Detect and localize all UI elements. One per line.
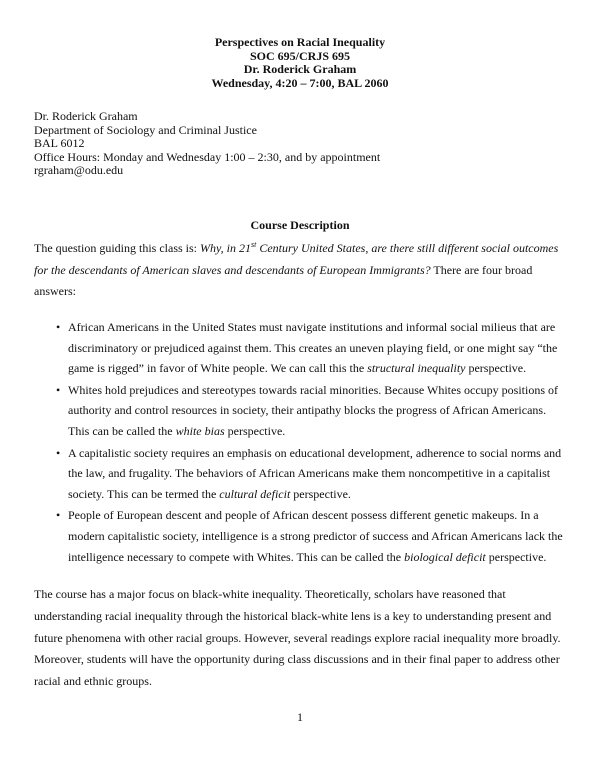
header-instructor: Dr. Roderick Graham <box>243 62 357 76</box>
bullet-icon: • <box>56 445 61 460</box>
bullet-icon: • <box>56 382 61 397</box>
perspective-term: structural inequality <box>367 361 466 376</box>
list-item: • A capitalistic society requires an emphasis on educational development, adherence to social norms and the law, and frugality. The behaviors of African Americans make them noncompetitive in a capitalist society. This can be termed the cultural deficit perspective. <box>34 443 570 505</box>
intro-lead: The question guiding this class is: <box>34 241 200 255</box>
intro-tail: There are four broad answers: <box>34 262 533 298</box>
list-item: • African Americans in the United States must navigate institutions and informal social milieus that are discriminatory or prejudiced against them. This creates an uneven playing field, or one might say “the game is rigged” in favor of White people. We can call this the structural inequality perspective. <box>34 317 570 379</box>
contact-office-hours: Office Hours: Monday and Wednesday 1:00 – 2:30, and by appointment <box>34 149 381 164</box>
contact-email: rgraham@odu.edu <box>34 163 124 178</box>
contact-department: Department of Sociology and Criminal Justice <box>34 122 257 137</box>
guiding-question: Why, in 21st Century United States, are there still different social outcomes for the descendants of American slaves and descendants of European Immigrants? <box>34 240 559 277</box>
perspective-term: cultural deficit <box>219 486 291 501</box>
closing-paragraph: The course has a major focus on black-white inequality. Theoretically, scholars have reasoned that understanding racial inequality through the historical black-white lens is a key to understanding present and future phenomena with other racial groups. However, several readings explore racial inequality more broadly. Moreover, students will have the opportunity during class discussions and in their final paper to address other racial and ethnic groups. <box>34 587 561 689</box>
contact-office: BAL 6012 <box>34 136 85 151</box>
perspective-term: biological deficit <box>404 549 486 564</box>
section-title-course-description: Course Description <box>250 218 350 232</box>
bullet-icon: • <box>56 508 61 523</box>
contact-name: Dr. Roderick Graham <box>34 109 138 123</box>
bullet-icon: • <box>56 320 61 334</box>
contact-block <box>34 110 380 178</box>
course-title: Perspectives on Racial Inequality <box>214 35 386 49</box>
page-number: 1 <box>297 710 303 724</box>
list-item: • People of European descent and people of African descent possess different genetic makeups. In a modern capitalistic society, intelligence is a strong predictor of success and African Americans lack the intelligence necessary to compete with Whites. This can be called the biological deficit perspective. <box>34 505 570 567</box>
perspectives-list <box>34 317 570 568</box>
class-schedule: Wednesday, 4:20 – 7:00, BAL 2060 <box>211 75 389 90</box>
course-code: SOC 695/CRJS 695 <box>249 48 350 63</box>
list-item: • Whites hold prejudices and stereotypes towards racial minorities. Because Whites occupy positions of authority and control resources in society, their antipathy blocks the progress of African Americans. This can be called the white bias perspective. <box>34 380 570 442</box>
document-header <box>0 36 600 90</box>
perspective-term: white bias <box>175 423 225 438</box>
intro-paragraph <box>34 238 564 303</box>
